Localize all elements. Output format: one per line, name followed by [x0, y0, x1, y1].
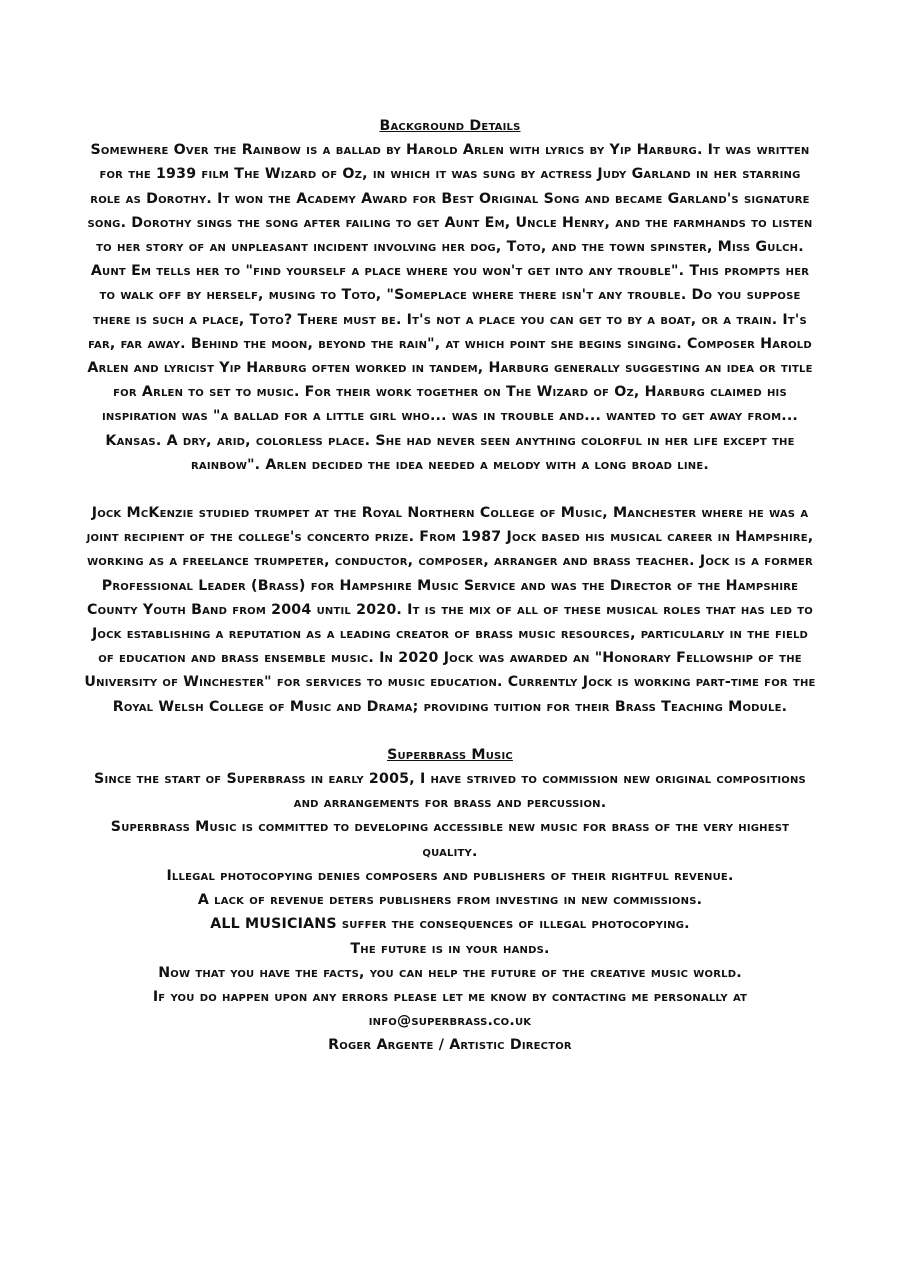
- background-paragraph: Somewhere Over the Rainbow is a ballad by Harold Arlen with lyrics by Yip Harburg. It was written for the 1939 film The Wizard of Oz, in which it was sung by actress Judy Garland in her starring role as Dorothy. It won the Academy Award for Best Original Song and became Garland's signature song. Dorothy sings the song after failing to get Aunt Em, Uncle Henry, and the farmhands to listen to her story of an unpleasant incident involving her dog, Toto, and the town spinster, Miss Gulch. Aunt Em tells her to "find yourself a place where you won't get into any trouble". This prompts her to walk off by herself, musing to Toto, "Someplace where there isn't any trouble. Do you suppose there is such a place, Toto? There must be. It's not a place you can get to by a boat, or a train. It's far, far away. Behind the moon, beyond the rain", at which point she begins singing. Composer Harold Arlen and lyricist Yip Harburg often worked in tandem, Harburg generally suggesting an idea or title for Arlen to set to music. For their work together on The Wizard of Oz, Harburg claimed his inspiration was "a ballad for a little girl who... was in trouble and... wanted to get away from... Kansas. A dry, arid, colorless place. She had never seen anything colorful in her life except the rainbow". Arlen decided the idea needed a melody with a long broad line.: [87, 142, 813, 473]
- background-heading: Background Details: [379, 118, 521, 134]
- errors-contact-text: If you do happen upon any errors please let me know by contacting me personally at: [152, 988, 748, 1005]
- creative-future-text: Now that you have the facts, you can help the future of the creative music world.: [158, 964, 742, 981]
- document-page: [84, 114, 816, 1058]
- signature: Roger Argente / Artistic Director: [328, 1037, 572, 1054]
- superbrass-commitment-text: Superbrass Music is committed to developing accessible new music for brass of the very highest quality.: [110, 819, 790, 860]
- photocopying-warning-text: Illegal photocopying denies composers and publishers of their rightful revenue.: [166, 867, 734, 884]
- musicians-consequence-rest: suffer the consequences of illegal photocopying.: [336, 916, 690, 933]
- contact-email[interactable]: info@superbrass.co.uk: [368, 1013, 532, 1030]
- spacer: [84, 477, 816, 501]
- spacer: [84, 719, 816, 743]
- musicians-consequence-text: [84, 912, 816, 936]
- biography-paragraph: Jock McKenzie studied trumpet at the Royal Northern College of Music, Manchester where he was a joint recipient of the college's concerto prize. From 1987 Jock based his musical career in Hampshire, working as a freelance trumpeter, conductor, composer, arranger and brass teacher. Jock is a former Professional Leader (Brass) for Hampshire Music Service and was the Director of the Hampshire County Youth Band from 2004 until 2020. It is the mix of all of these musical roles that has led to Jock establishing a reputation as a leading creator of brass music resources, particularly in the field of education and brass ensemble music. In 2020 Jock was awarded an "Honorary Fellowship of the University of Winchester" for services to music education. Currently Jock is working part-time for the Royal Welsh College of Music and Drama; providing tuition for their Brass Teaching Module.: [84, 505, 816, 715]
- future-text: The future is in your hands.: [350, 940, 550, 957]
- superbrass-heading: Superbrass Music: [387, 746, 513, 763]
- all-musicians-emphasis: ALL MUSICIANS: [210, 916, 337, 933]
- superbrass-commission-text: Since the start of Superbrass in early 2005, I have strived to commission new original compositions and arrangements for brass and percussion.: [94, 771, 806, 812]
- revenue-warning-text: A lack of revenue deters publishers from investing in new commissions.: [197, 892, 703, 909]
